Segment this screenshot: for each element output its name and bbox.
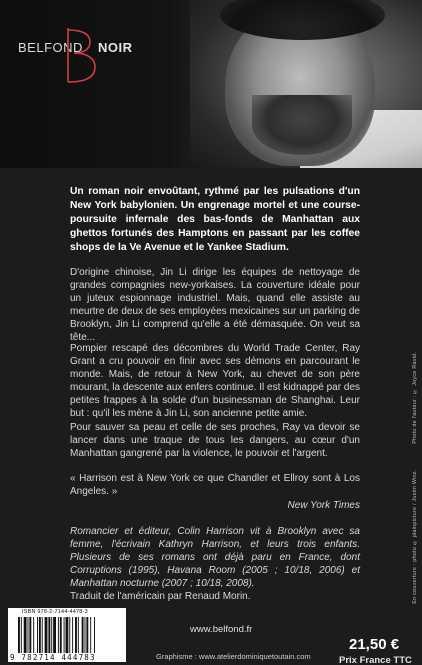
synopsis-paragraph-3: Pour sauver sa peau et celle de ses proches, Ray va devoir se lancer dans une traque de tous les dangers, au cœur d'un Manhattan gangrené par la violence, le pouvoir et l'argent. <box>70 422 360 459</box>
design-credit: Graphisme : www.atelierdominiquetoutain.com <box>156 652 311 661</box>
barcode-bars-icon <box>18 617 118 653</box>
barcode-digits: 9 782714 444783 <box>10 653 96 662</box>
translation-credit: Traduit de l'américain par Renaud Morin. <box>70 591 251 602</box>
logo-word-belfond: BELFOND <box>18 40 83 55</box>
logo-word-noir: NOIR <box>98 40 133 55</box>
synopsis-paragraph-2: Pompier rescapé des décombres du World Trade Center, Ray Grant a cru pouvoir en finir avec ses démons en parcourant le monde. Mais, de retour à New York, au chevet de son père mourant, la descente aux enfers continue. Il est kidnappé par des petites frappes à la solde d'un businessman de Shanghai. Leur but : qu'il les mène à Jin Li, son ancienne petite amie. <box>70 343 360 419</box>
isbn-barcode <box>8 608 126 662</box>
publisher-logo <box>18 26 158 86</box>
synopsis-paragraph-1: D'origine chinoise, Jin Li dirige les équipes de nettoyage de grandes compagnies new-yorkaises. La couverture idéale pour un juteux espionnage industriel. Mais, quand elle assiste au meurtre de deux de ses employées mexicaines sur un parking de Brooklyn, Jin Li comprend qu'elle a été démasquée. On veut sa tête... <box>70 267 360 343</box>
price-note: Prix France TTC <box>339 655 412 665</box>
press-quote: « Harrison est à New York ce que Chandler et Ellroy sont à Los Angeles. » <box>70 473 360 497</box>
press-quote-source: New York Times <box>287 500 360 511</box>
logo-b-icon <box>62 26 100 86</box>
author-photo-banner <box>0 0 422 168</box>
author-bio: Romancier et éditeur, Colin Harrison vit à Brooklyn avec sa femme, l'écrivain Kathryn Harrison, et leurs trois enfants. Plusieurs de ses romans ont déjà paru en France, dont Corruptions (1995), Havana Room (2005 ; 10/18, 2006) et Manhattan nocturne (2007 ; 10/18, 2008). <box>70 526 360 589</box>
author-photo <box>190 0 422 168</box>
isbn-number: ISBN 978-2-7144-4478-3 <box>22 609 88 615</box>
photo-credits <box>412 352 418 628</box>
intro-blurb: Un roman noir envoûtant, rythmé par les pulsations d'un New York babylonien. Un engrenage mortel et une course-poursuite infernale des bas-fonds de Manhattan aux ghettos fortunés des Hamptons en passant par les coffee shops de la Ve Avenue et le Yankee Stadium. <box>70 186 360 253</box>
publisher-website: www.belfond.fr <box>190 624 253 635</box>
author-photo-credit: Photo de l'auteur : © Joyce Ravid. <box>412 352 418 444</box>
cover-photo-credit: En couverture : photo © plainpicture / Justin Winz. <box>412 469 418 604</box>
price: 21,50 € <box>349 636 400 653</box>
